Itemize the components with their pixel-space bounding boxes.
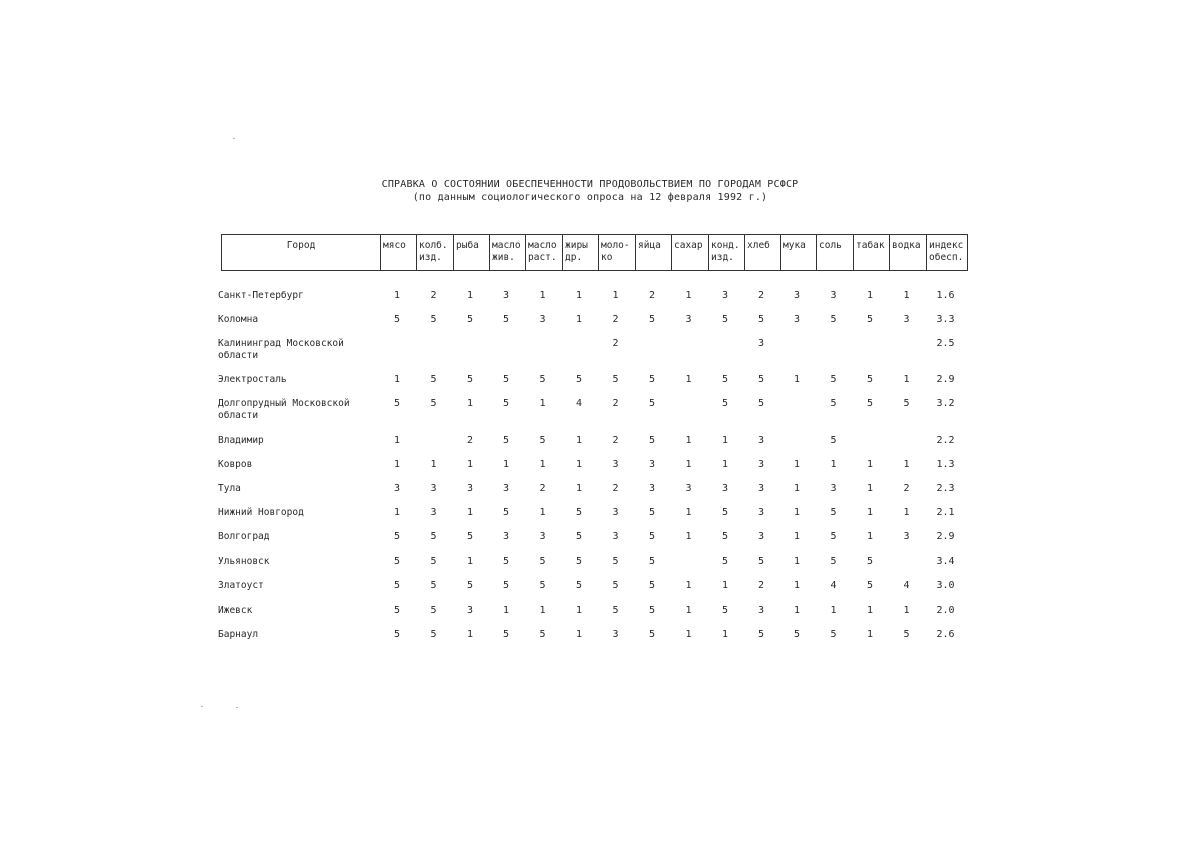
supply-value: 1: [502, 459, 510, 470]
supply-value: 3: [648, 483, 656, 494]
supply-value: 1: [466, 290, 474, 301]
index-value: 2.3: [936, 483, 955, 494]
supply-value: 2: [430, 290, 437, 301]
column-header: конд. изд.: [708, 235, 744, 270]
supply-value: 1: [866, 629, 874, 640]
supply-value: 5: [430, 531, 437, 542]
supply-value: 5: [430, 374, 437, 385]
supply-value: 5: [612, 605, 619, 616]
supply-value: 1: [903, 507, 910, 518]
supply-value: 5: [830, 629, 837, 640]
supply-value: 1: [721, 580, 729, 591]
scan-speck: [236, 707, 238, 708]
supply-value: 1: [903, 374, 910, 385]
column-header: масло жив.: [489, 235, 525, 270]
supply-value: 3: [793, 290, 801, 301]
supply-value: 5: [393, 314, 401, 325]
supply-value: 3: [757, 531, 765, 542]
supply-value: 5: [648, 398, 656, 409]
supply-value: 5: [539, 556, 546, 567]
supply-value: 5: [430, 580, 437, 591]
supply-value: 3: [612, 629, 619, 640]
scan-speck: [201, 706, 203, 707]
index-value: 3.4: [936, 556, 955, 567]
supply-value: 5: [648, 374, 656, 385]
supply-value: 3: [466, 605, 474, 616]
supply-value: 3: [430, 507, 437, 518]
row-city-name: Златоуст: [218, 580, 264, 591]
supply-value: 1: [539, 605, 546, 616]
supply-value: 5: [393, 580, 401, 591]
index-value: 2.1: [936, 507, 955, 518]
supply-value: 1: [575, 290, 583, 301]
supply-value: 1: [866, 507, 874, 518]
supply-value: 5: [830, 435, 837, 446]
supply-value: 5: [502, 374, 510, 385]
supply-value: 5: [721, 398, 729, 409]
supply-value: 1: [575, 314, 583, 325]
supply-value: 3: [685, 314, 692, 325]
supply-value: 1: [539, 398, 546, 409]
row-city-name: Санкт-Петербург: [218, 290, 304, 301]
supply-value: 5: [793, 629, 801, 640]
column-header: колб. изд.: [416, 235, 453, 270]
column-header: сахар: [671, 235, 708, 270]
supply-value: 3: [502, 290, 510, 301]
column-header: масло раст.: [525, 235, 562, 270]
index-value: 2.5: [936, 338, 955, 349]
supply-value: 2: [612, 435, 619, 446]
supply-value: 1: [903, 459, 910, 470]
supply-value: 1: [539, 459, 546, 470]
supply-value: 3: [757, 507, 765, 518]
supply-value: 3: [502, 483, 510, 494]
column-header: соль: [816, 235, 853, 270]
supply-value: 5: [648, 556, 656, 567]
supply-value: 3: [757, 338, 765, 349]
supply-value: 2: [466, 435, 474, 446]
supply-value: 5: [430, 605, 437, 616]
supply-value: 5: [612, 556, 619, 567]
column-header: индекс обесп.: [926, 235, 967, 270]
supply-value: 2: [539, 483, 546, 494]
supply-value: 1: [903, 605, 910, 616]
scan-speck: [233, 138, 235, 139]
supply-value: 1: [793, 531, 801, 542]
supply-value: 5: [466, 314, 474, 325]
supply-value: 5: [648, 435, 656, 446]
row-city-name: Владимир: [218, 435, 264, 446]
supply-value: 1: [685, 435, 692, 446]
supply-value: 3: [757, 483, 765, 494]
row-city-name: Коломна: [218, 314, 259, 325]
supply-value: 5: [393, 556, 401, 567]
supply-value: 5: [575, 531, 583, 542]
table-header: [221, 234, 968, 271]
index-value: 3.2: [936, 398, 955, 409]
supply-value: 3: [612, 459, 619, 470]
supply-value: 3: [685, 483, 692, 494]
supply-value: 1: [793, 605, 801, 616]
supply-value: 5: [466, 374, 474, 385]
supply-value: 1: [393, 459, 401, 470]
supply-value: 1: [866, 605, 874, 616]
supply-value: 1: [502, 605, 510, 616]
supply-value: 5: [575, 374, 583, 385]
column-header: рыба: [453, 235, 489, 270]
supply-value: 5: [721, 556, 729, 567]
supply-value: 2: [612, 314, 619, 325]
supply-value: 5: [502, 507, 510, 518]
supply-value: 1: [685, 507, 692, 518]
supply-value: 5: [721, 605, 729, 616]
supply-value: 5: [721, 507, 729, 518]
supply-value: 5: [539, 629, 546, 640]
supply-value: 1: [685, 459, 692, 470]
supply-value: 1: [575, 459, 583, 470]
supply-value: 3: [612, 507, 619, 518]
supply-value: 5: [430, 629, 437, 640]
supply-value: 1: [830, 605, 837, 616]
supply-value: 3: [830, 483, 837, 494]
supply-value: 1: [466, 459, 474, 470]
supply-value: 2: [903, 483, 910, 494]
index-value: 2.9: [936, 531, 955, 542]
supply-value: 5: [648, 605, 656, 616]
supply-value: 5: [502, 556, 510, 567]
supply-value: 4: [830, 580, 837, 591]
supply-value: 5: [539, 580, 546, 591]
document-title: [230, 178, 950, 204]
supply-value: 1: [430, 459, 437, 470]
column-header: моло- ко: [598, 235, 635, 270]
row-city-name: Долгопрудный Московской области: [218, 398, 350, 421]
supply-value: 5: [648, 531, 656, 542]
row-city-name: Электросталь: [218, 374, 287, 385]
supply-value: 3: [757, 605, 765, 616]
supply-value: 1: [793, 374, 801, 385]
supply-value: 5: [830, 556, 837, 567]
supply-value: 5: [721, 314, 729, 325]
supply-value: 5: [430, 556, 437, 567]
supply-value: 2: [612, 483, 619, 494]
supply-value: 5: [466, 531, 474, 542]
supply-value: 5: [648, 507, 656, 518]
supply-value: 2: [648, 290, 656, 301]
column-header: мука: [780, 235, 816, 270]
supply-value: 5: [866, 556, 874, 567]
supply-value: 1: [685, 374, 692, 385]
supply-value: 1: [721, 435, 729, 446]
supply-value: 1: [721, 459, 729, 470]
supply-value: 5: [466, 580, 474, 591]
column-header: жиры др.: [562, 235, 598, 270]
supply-value: 1: [793, 459, 801, 470]
supply-value: 5: [866, 374, 874, 385]
title-line-1: СПРАВКА О СОСТОЯНИИ ОБЕСПЕЧЕННОСТИ ПРОДОВОЛЬСТВИЕМ ПО ГОРОДАМ РСФСР: [381, 179, 799, 190]
supply-value: 1: [466, 398, 474, 409]
supply-value: 1: [685, 580, 692, 591]
index-value: 1.3: [936, 459, 955, 470]
supply-value: 3: [502, 531, 510, 542]
supply-value: 5: [721, 531, 729, 542]
supply-value: 5: [393, 398, 401, 409]
column-header: табак: [853, 235, 889, 270]
row-city-name: Барнаул: [218, 629, 259, 640]
supply-value: 5: [757, 556, 765, 567]
supply-value: 5: [393, 605, 401, 616]
supply-value: 1: [393, 374, 401, 385]
supply-value: 1: [793, 483, 801, 494]
supply-value: 1: [575, 435, 583, 446]
supply-value: 5: [866, 314, 874, 325]
supply-value: 5: [721, 374, 729, 385]
supply-value: 1: [539, 507, 546, 518]
row-city-name: Тула: [218, 483, 241, 494]
column-header-city: Город: [286, 240, 316, 251]
supply-value: 5: [757, 374, 765, 385]
supply-value: 5: [757, 398, 765, 409]
supply-value: 1: [866, 459, 874, 470]
supply-value: 3: [757, 435, 765, 446]
supply-value: 1: [466, 556, 474, 567]
supply-value: 5: [502, 314, 510, 325]
supply-value: 3: [539, 531, 546, 542]
supply-value: 5: [539, 435, 546, 446]
supply-value: 5: [502, 435, 510, 446]
supply-value: 1: [685, 629, 692, 640]
supply-value: 2: [757, 580, 765, 591]
column-header: водка: [889, 235, 926, 270]
supply-value: 1: [685, 290, 692, 301]
supply-value: 1: [866, 483, 874, 494]
supply-value: 5: [430, 398, 437, 409]
supply-value: 2: [612, 338, 619, 349]
supply-value: 1: [793, 556, 801, 567]
supply-value: 3: [721, 290, 729, 301]
supply-value: 5: [502, 580, 510, 591]
supply-value: 3: [757, 459, 765, 470]
supply-value: 5: [502, 398, 510, 409]
supply-value: 1: [575, 605, 583, 616]
row-city-name: Ульяновск: [218, 556, 270, 567]
supply-value: 5: [393, 531, 401, 542]
row-city-name: Калининград Московской области: [218, 338, 344, 361]
supply-value: 1: [903, 290, 910, 301]
supply-value: 5: [648, 580, 656, 591]
supply-value: 3: [903, 314, 910, 325]
column-header: яйца: [635, 235, 671, 270]
supply-value: 1: [393, 507, 401, 518]
index-value: 1.6: [936, 290, 955, 301]
supply-value: 3: [539, 314, 546, 325]
supply-value: 1: [866, 290, 874, 301]
supply-value: 3: [430, 483, 437, 494]
supply-value: 3: [903, 531, 910, 542]
supply-value: 3: [721, 483, 729, 494]
supply-value: 3: [648, 459, 656, 470]
supply-value: 5: [575, 556, 583, 567]
supply-value: 1: [830, 459, 837, 470]
supply-value: 5: [830, 374, 837, 385]
supply-value: 1: [575, 629, 583, 640]
supply-value: 1: [393, 435, 401, 446]
supply-value: 1: [793, 507, 801, 518]
supply-value: 4: [575, 398, 583, 409]
supply-value: 3: [393, 483, 401, 494]
supply-value: 5: [830, 507, 837, 518]
supply-value: 5: [575, 580, 583, 591]
supply-value: 1: [466, 507, 474, 518]
supply-value: 5: [393, 629, 401, 640]
supply-value: 1: [685, 531, 692, 542]
supply-value: 5: [903, 398, 910, 409]
supply-value: 1: [685, 605, 692, 616]
supply-value: 5: [830, 398, 837, 409]
supply-value: 5: [575, 507, 583, 518]
supply-value: 5: [830, 531, 837, 542]
supply-value: 5: [612, 374, 619, 385]
supply-value: 3: [466, 483, 474, 494]
supply-value: 1: [612, 290, 619, 301]
column-header: хлеб: [744, 235, 780, 270]
supply-value: 5: [866, 398, 874, 409]
index-value: 2.0: [936, 605, 955, 616]
supply-value: 3: [793, 314, 801, 325]
supply-value: 2: [612, 398, 619, 409]
title-line-2: (по данным социологического опроса на 12 февраля 1992 г.): [412, 192, 768, 203]
supply-value: 5: [502, 629, 510, 640]
supply-value: 3: [612, 531, 619, 542]
supply-value: 1: [866, 531, 874, 542]
supply-value: 5: [757, 314, 765, 325]
supply-value: 5: [648, 629, 656, 640]
supply-value: 1: [393, 290, 401, 301]
supply-value: 5: [866, 580, 874, 591]
supply-value: 1: [539, 290, 546, 301]
row-city-name: Волгоград: [218, 531, 270, 542]
column-header: мясо: [380, 235, 416, 270]
supply-value: 1: [466, 629, 474, 640]
row-city-name: Ковров: [218, 459, 253, 470]
row-city-name: Нижний Новгород: [218, 507, 304, 518]
index-value: 2.2: [936, 435, 955, 446]
supply-value: 1: [721, 629, 729, 640]
supply-value: 5: [757, 629, 765, 640]
supply-value: 5: [903, 629, 910, 640]
index-value: 3.0: [936, 580, 955, 591]
supply-value: 5: [648, 314, 656, 325]
index-value: 2.6: [936, 629, 955, 640]
supply-value: 1: [575, 483, 583, 494]
supply-value: 5: [612, 580, 619, 591]
supply-value: 1: [793, 580, 801, 591]
supply-value: 5: [830, 314, 837, 325]
row-city-name: Ижевск: [218, 605, 253, 616]
supply-value: 4: [903, 580, 910, 591]
supply-value: 5: [539, 374, 546, 385]
supply-value: 2: [757, 290, 765, 301]
index-value: 3.3: [936, 314, 955, 325]
supply-value: 3: [830, 290, 837, 301]
index-value: 2.9: [936, 374, 955, 385]
supply-value: 5: [430, 314, 437, 325]
